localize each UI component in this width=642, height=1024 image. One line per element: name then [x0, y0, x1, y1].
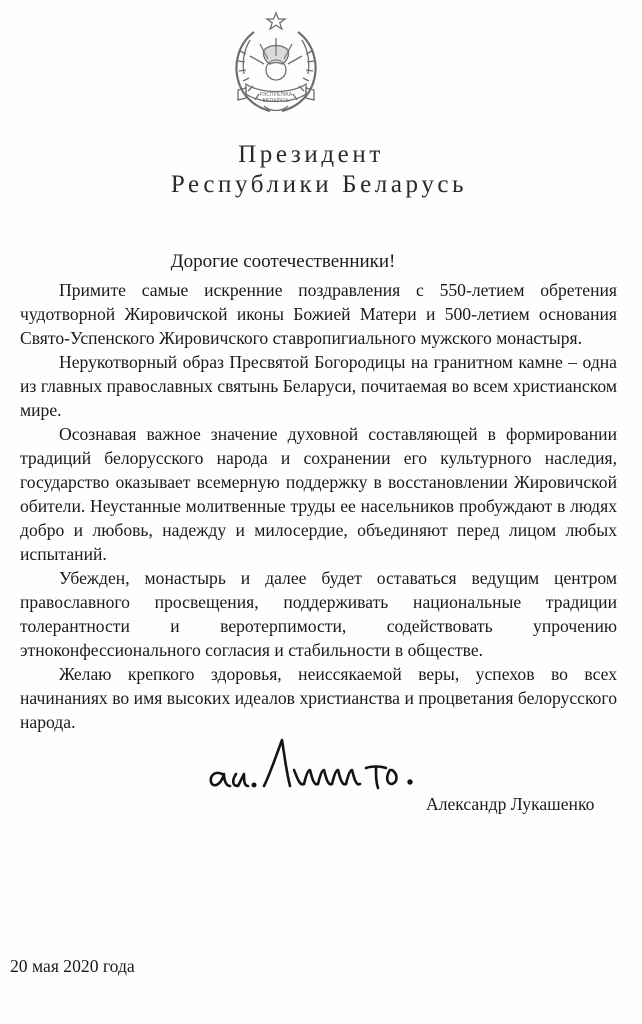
signature [200, 728, 440, 808]
header-title-line-2: Республики Беларусь [170, 171, 468, 198]
signer-name: Александр Лукашенко [426, 794, 595, 814]
paragraph: Убежден, монастырь и далее будет оставаться ведущим центром православного просвещения, поддерживать национальные традиции толерантности и веротерпимости, содействовать упрочению этноконфессионального согласия и стабильности в обществе. [20, 568, 617, 660]
letter-body [20, 278, 617, 734]
salutation: Дорогие соотечественники! [170, 251, 396, 272]
paragraph: Нерукотворный образ Пресвятой Богородицы на гранитном камне – одна из главных православных святынь Беларуси, почитаемая во всем христианском мире. [20, 352, 617, 420]
svg-text:БЕЛАРУСЬ: БЕЛАРУСЬ [262, 98, 290, 104]
header-title-line-1: Президент [238, 141, 384, 168]
paragraph: Желаю крепкого здоровья, неиссякаемой веры, успехов во всех начинаниях во имя высоких идеалов христианства и процветания белорусского народа. [20, 664, 617, 732]
belarus-state-emblem-icon [224, 10, 328, 116]
handwritten-signature-icon [200, 728, 440, 808]
state-emblem [224, 10, 328, 116]
svg-text:РЭСПУБЛІКА: РЭСПУБЛІКА [259, 92, 293, 98]
paragraph: Примите самые искренние поздравления с 550-летием обретения чудотворной Жировичской иконы Божией Матери и 500-летием основания Свято-Успенского Жировичского ставропигиального мужского монастыря. [20, 280, 617, 348]
letter-date: 20 мая 2020 года [10, 956, 135, 976]
paragraph: Осознавая важное значение духовной составляющей в формировании традиций белорусского народа и сохранении его культурного наследия, государство оказывает всемерную поддержку в восстановлении Жировичской обители. Неустанные молитвенные труды ее насельников пробуждают в людях добро и любовь, надежду и милосердие, объединяют перед лицом любых испытаний. [20, 424, 617, 564]
